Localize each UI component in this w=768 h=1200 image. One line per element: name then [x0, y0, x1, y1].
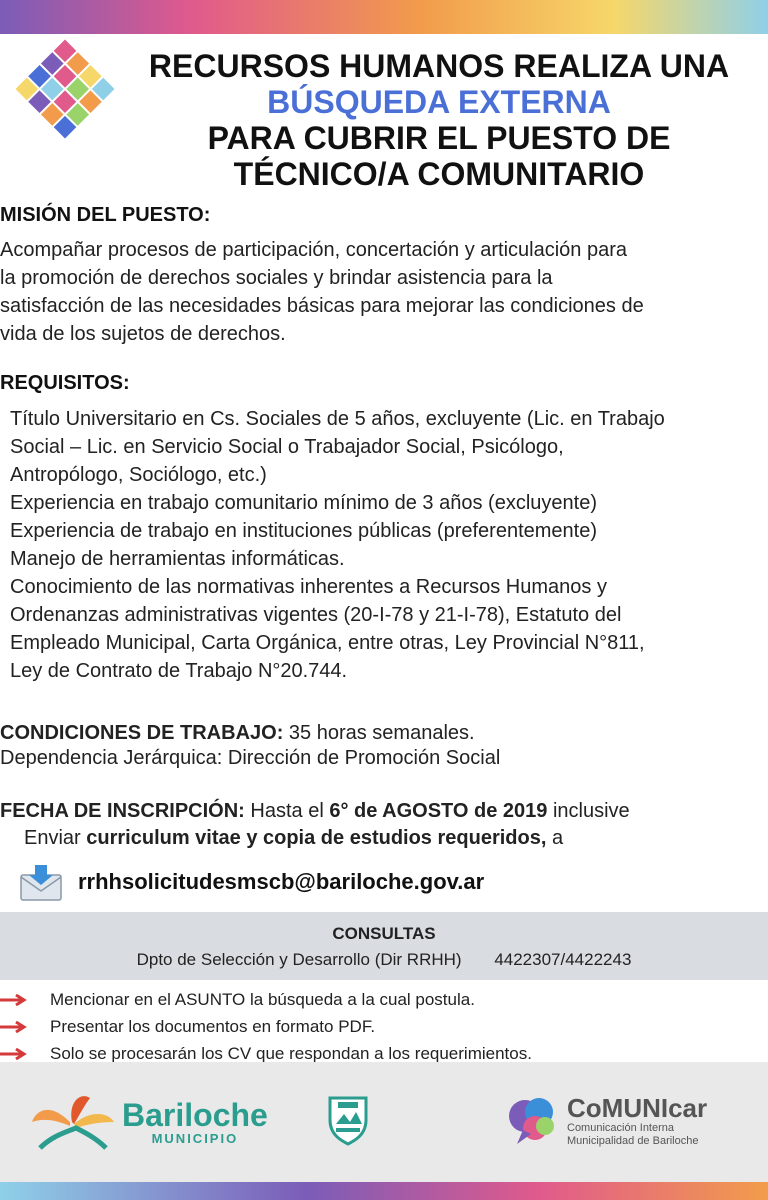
requisito-line: Social – Lic. en Servicio Social o Trabajador Social, Psicólogo,: [10, 436, 564, 458]
send-bold: curriculum vitae y copia de estudios requeridos,: [86, 827, 547, 849]
mision-heading: MISIÓN DEL PUESTO:: [0, 204, 211, 226]
condiciones-label: CONDICIONES DE TRABAJO:: [0, 722, 284, 744]
top-color-band: [0, 0, 768, 34]
consultas-heading: CONSULTAS: [332, 924, 436, 943]
consultas-row: [0, 950, 768, 970]
mail-download-icon: [20, 863, 62, 901]
dependencia-line: Dependencia Jerárquica: Dirección de Promoción Social: [0, 747, 501, 769]
comunicar-name: CoMUNIcar: [567, 1093, 708, 1123]
requisito-line: Conocimiento de las normativas inherentes a Recursos Humanos y: [10, 576, 607, 598]
requisito-line: Antropólogo, Sociólogo, etc.): [10, 464, 267, 486]
note-text: Presentar los documentos en formato PDF.: [50, 1016, 376, 1036]
lily-flower-icon: [30, 1092, 116, 1152]
condiciones-line: [0, 722, 475, 745]
page-title: [110, 48, 768, 192]
consultas-box: [0, 912, 768, 980]
bariloche-logo: [30, 1092, 268, 1152]
inscripcion-pre: Hasta el: [250, 800, 324, 822]
title-line-2: BÚSQUEDA EXTERNA: [267, 84, 611, 120]
requisito-line: Ley de Contrato de Trabajo N°20.744.: [10, 660, 348, 682]
arrow-right-icon: [0, 1047, 30, 1061]
requisitos-heading: REQUISITOS:: [0, 372, 130, 394]
consultas-dept: Dpto de Selección y Desarrollo (Dir RRHH): [136, 950, 462, 969]
bottom-color-band: [0, 1182, 768, 1200]
requisito-line: Ordenanzas administrativas vigentes (20-I-78 y 21-I-78), Estatuto del: [10, 604, 622, 626]
speech-bubbles-icon: [505, 1094, 561, 1148]
footer: [0, 1062, 768, 1182]
comunicar-sub-1: Comunicación Interna: [567, 1122, 675, 1134]
comunicar-text: [567, 1094, 707, 1148]
email-row: [20, 862, 484, 902]
title-line-4: TÉCNICO/A COMUNITARIO: [233, 156, 645, 192]
bariloche-sub: MUNICIPIO: [151, 1130, 239, 1146]
note-item: [0, 1013, 768, 1040]
title-line-3: PARA CUBRIR EL PUESTO DE: [207, 120, 671, 156]
email-address[interactable]: rrhhsolicitudesmscb@bariloche.gov.ar: [78, 869, 485, 894]
bariloche-text: [122, 1096, 268, 1146]
note-text: Solo se procesarán los CV que respondan a los requerimientos.: [50, 1043, 532, 1063]
municipal-shield-icon: [326, 1094, 370, 1146]
mision-text: [0, 236, 768, 348]
mosaic-logo-icon: [10, 34, 120, 144]
arrow-right-icon: [0, 993, 30, 1007]
arrow-right-icon: [0, 1020, 30, 1034]
mision-line: Acompañar procesos de participación, concertación y articulación para: [0, 239, 628, 261]
inscripcion-date: 6° de AGOSTO de 2019: [329, 800, 548, 822]
requisito-line: Experiencia de trabajo en instituciones públicas (preferentemente): [10, 520, 598, 542]
send-post: a: [551, 827, 564, 849]
note-text: Mencionar en el ASUNTO la búsqueda a la cual postula.: [50, 989, 475, 1009]
title-line-1: RECURSOS HUMANOS REALIZA UNA: [148, 48, 730, 84]
requisito-line: Experiencia en trabajo comunitario mínimo de 3 años (excluyente): [10, 492, 597, 514]
comunicar-sub-2: Municipalidad de Bariloche: [567, 1135, 699, 1147]
inscripcion-post: inclusive: [552, 800, 630, 822]
requisito-line: Empleado Municipal, Carta Orgánica, entre otras, Ley Provincial N°811,: [10, 632, 645, 654]
send-pre: Enviar: [24, 827, 81, 849]
mision-line: la promoción de derechos sociales y brindar asistencia para la: [0, 267, 553, 289]
requisito-line: Título Universitario en Cs. Sociales de 5 años, excluyente (Lic. en Trabajo: [10, 408, 665, 430]
bariloche-name: Bariloche: [122, 1096, 268, 1133]
note-item: [0, 986, 768, 1013]
comunicar-logo: [505, 1094, 707, 1148]
requisitos-list: [10, 405, 768, 685]
consultas-phones: 4422307/4422243: [494, 950, 632, 969]
notes-list: [0, 986, 768, 1067]
requisito-line: Manejo de herramientas informáticas.: [10, 548, 345, 570]
condiciones-value: 35 horas semanales.: [288, 722, 475, 744]
mision-line: vida de los sujetos de derechos.: [0, 323, 286, 345]
inscripcion-label: FECHA DE INSCRIPCIÓN:: [0, 800, 245, 822]
inscripcion-line: [0, 800, 630, 823]
mision-line: satisfacción de las necesidades básicas para mejorar las condiciones de: [0, 295, 644, 317]
send-line: [24, 827, 563, 850]
